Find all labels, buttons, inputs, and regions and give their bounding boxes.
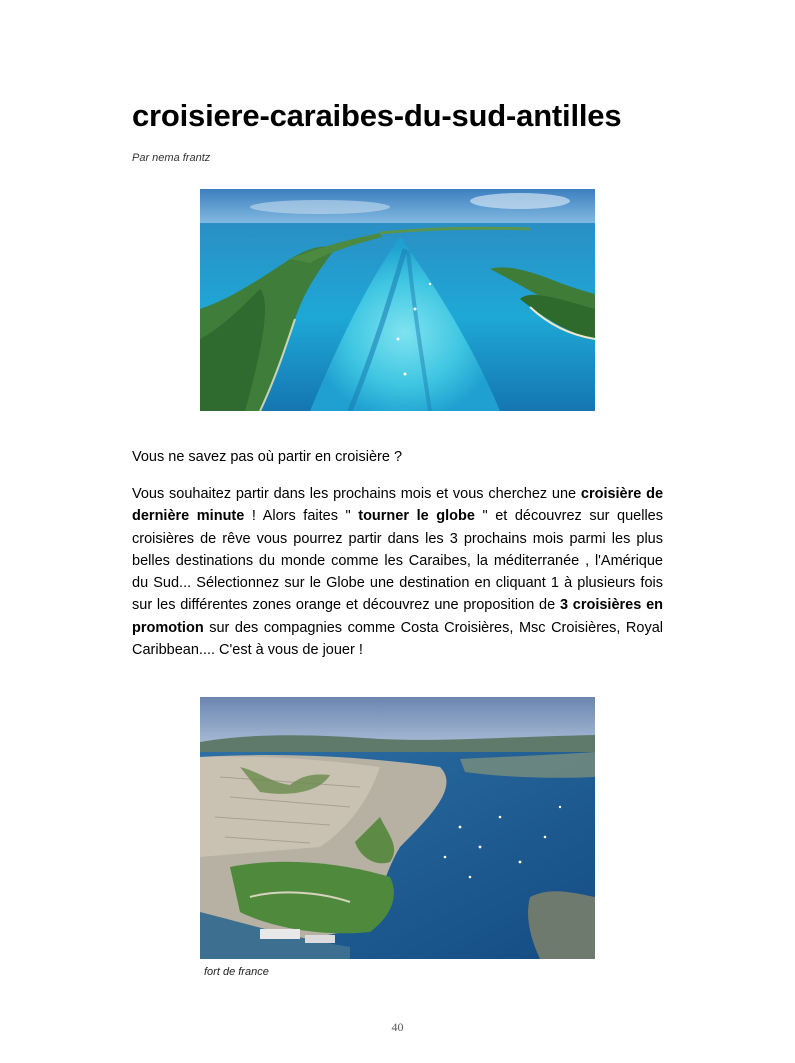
aerial-lagoon-photo <box>200 189 595 411</box>
article-byline: Par nema frantz <box>132 152 211 164</box>
bold-last-minute: croisière de dernière minute <box>132 486 664 525</box>
para-text-1: Vous souhaitez partir dans les prochains mois et vous cherchez une <box>132 486 577 502</box>
intro-question: Vous ne savez pas où partir en croisière ? <box>132 449 403 465</box>
para-text-4: sur des compagnies comme Costa Croisières, Msc Croisières, Royal Caribbean.... C'est à vous de jouer ! <box>132 619 663 659</box>
bold-promotion: 3 croisières en promotion <box>132 597 663 636</box>
article-title: croisiere-caraibes-du-sud-antilles <box>132 98 622 133</box>
para-text-2: ! Alors faites " <box>244 508 359 525</box>
para-text-3: " et découvrez sur quelles croisières de rêve vous pourrez partir dans les 3 prochains mois parmi les plus belles destinations du monde comme les Caraibes, la méditerranée , l'Amérique du Sud... Sélectionnez sur le Globe une destination en cliquant 1 à plusieurs fois sur les différentes zones orange et découvrez une proposition de <box>132 508 663 614</box>
body-paragraph <box>132 483 663 661</box>
photo-caption: fort de france <box>204 966 269 978</box>
page-number: 40 <box>391 1020 404 1034</box>
fort-de-france-aerial-photo <box>200 697 595 959</box>
bold-turn-globe: tourner le globe <box>358 508 475 525</box>
